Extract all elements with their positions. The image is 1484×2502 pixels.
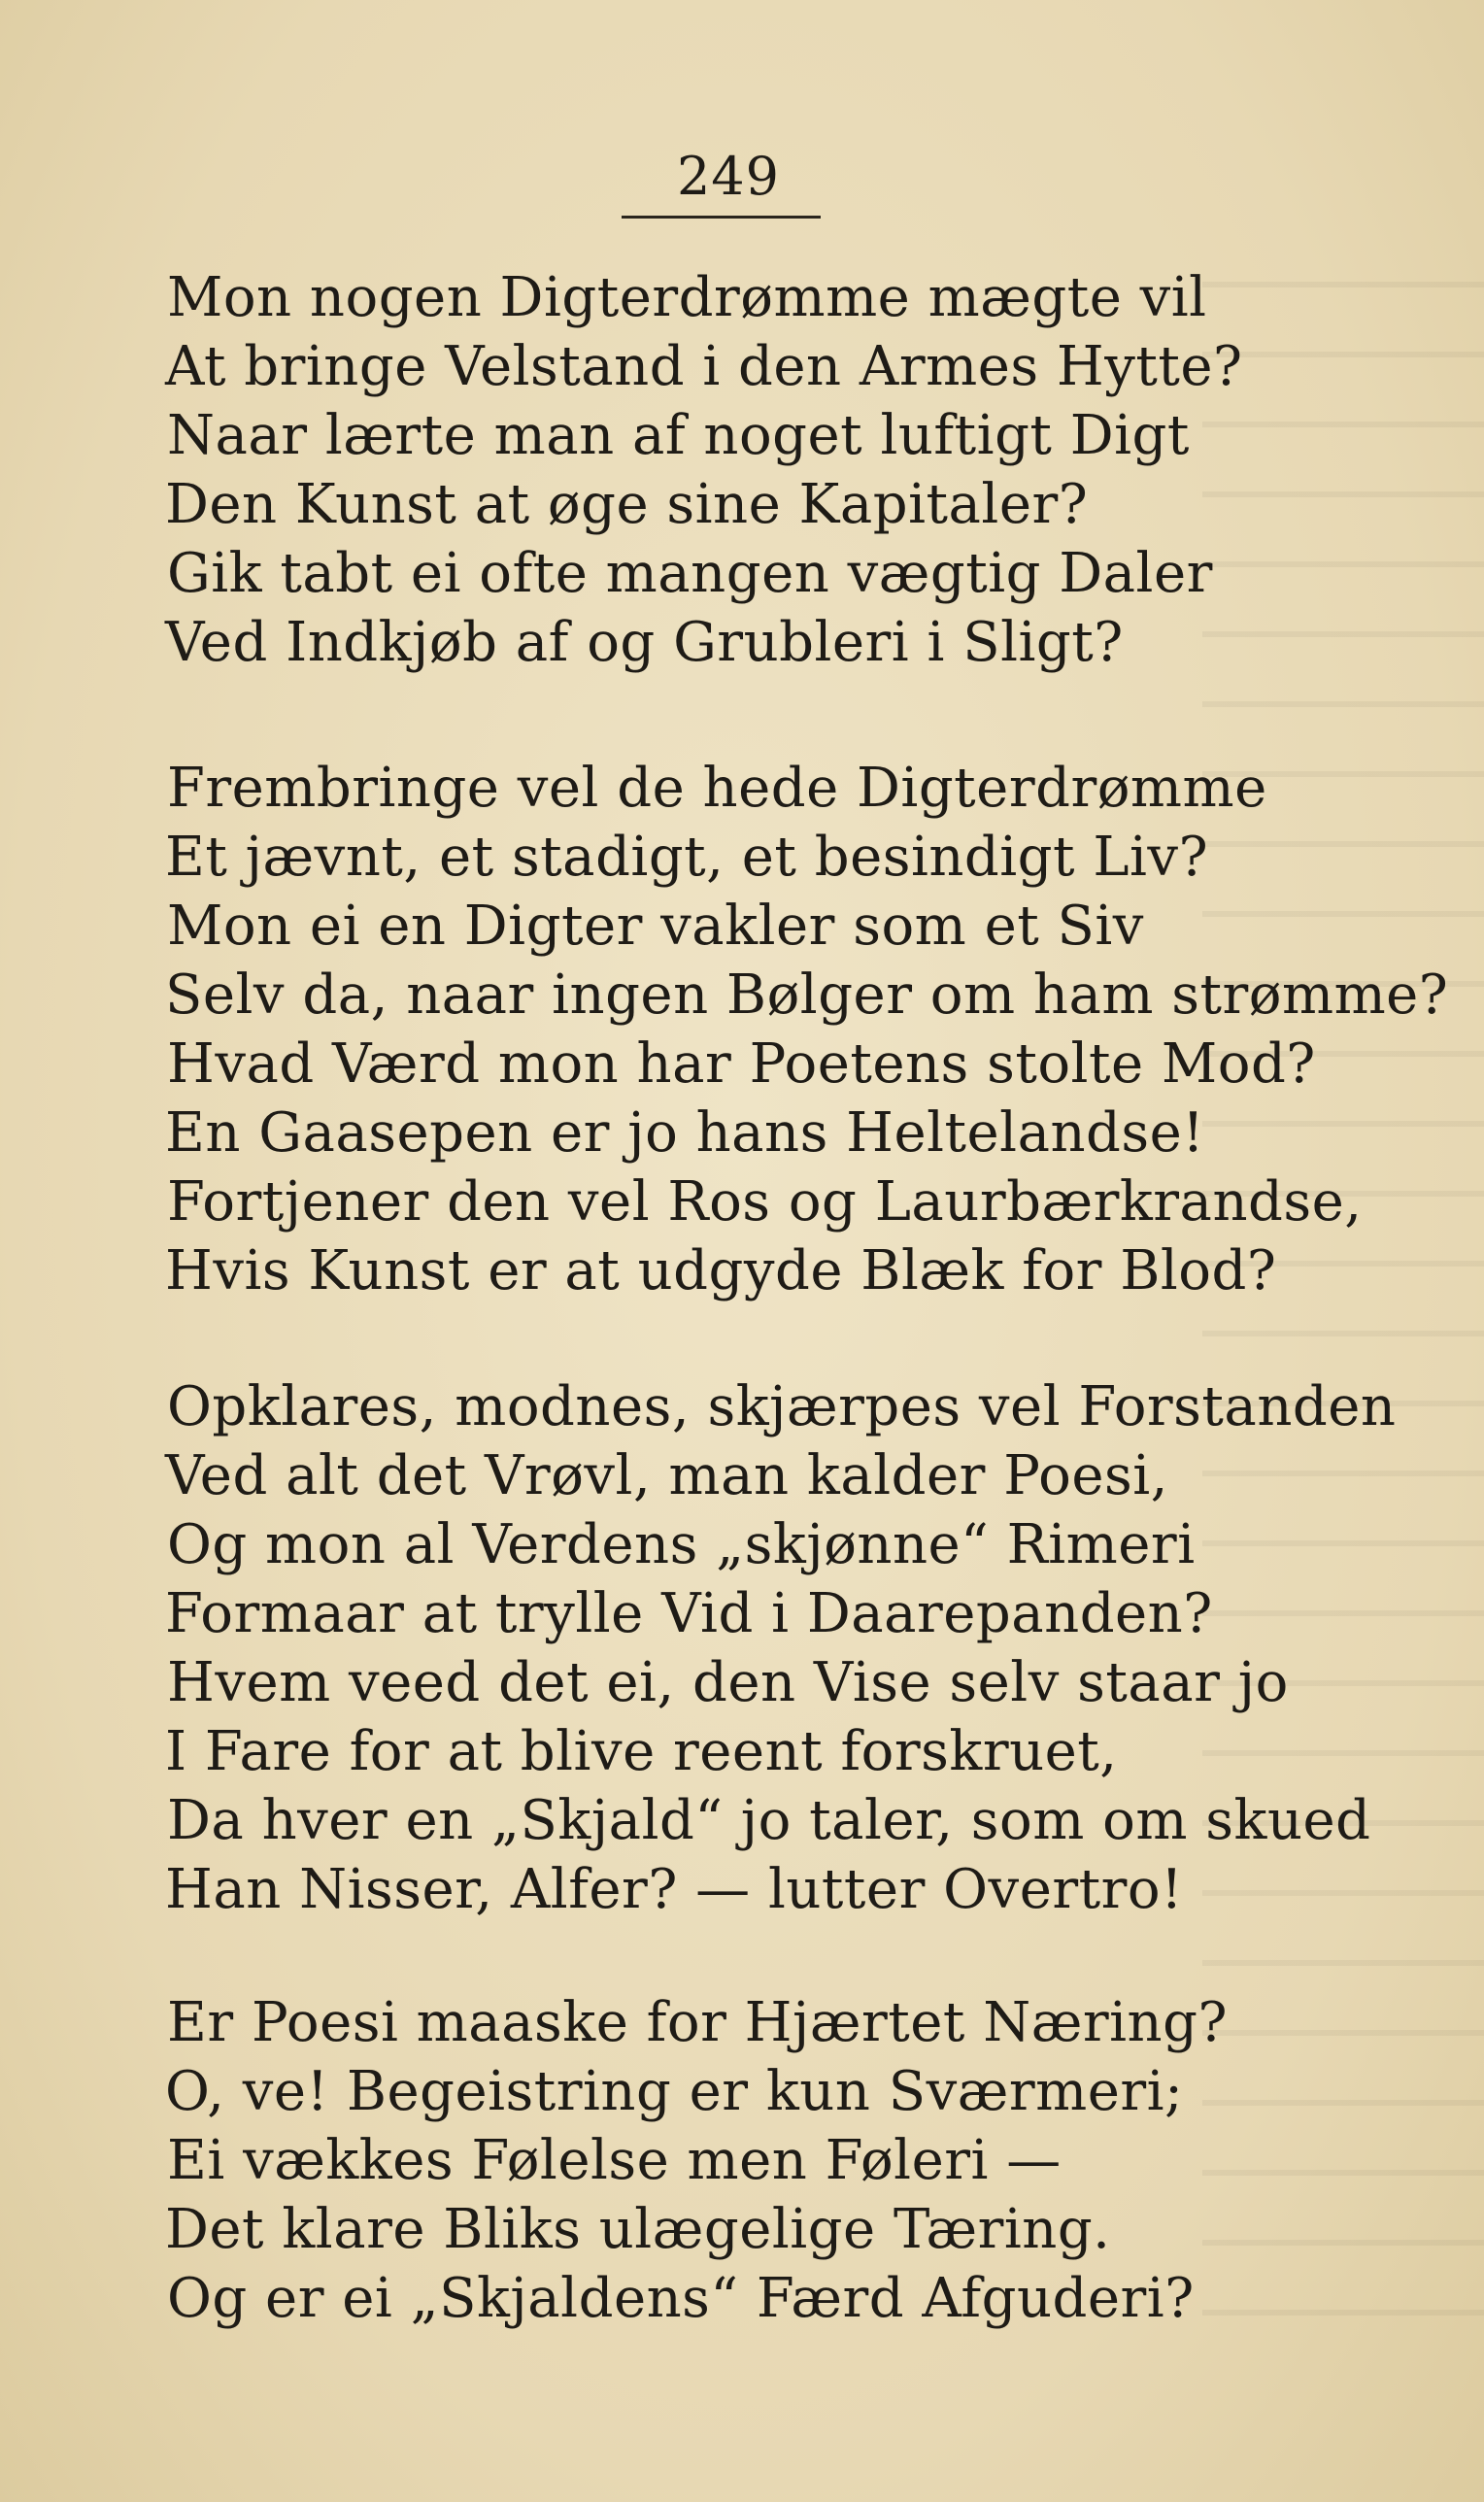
- verse-line: O, ve! Begeistring er kun Sværmeri;: [165, 2060, 1184, 2123]
- verse-line: Frembringe vel de hede Digterdrømme: [167, 757, 1267, 820]
- verse-line: Og er ei „Skjaldens“ Færd Afguderi?: [167, 2267, 1195, 2330]
- page-number: 249: [676, 146, 781, 207]
- stanza-1: [165, 263, 1243, 677]
- verse-line: Den Kunst at øge sine Kapitaler?: [165, 473, 1089, 536]
- verse-line: Er Poesi maaske for Hjærtet Næring?: [167, 1991, 1228, 2054]
- verse-line: Hvem veed det ei, den Vise selv staar jo: [167, 1651, 1289, 1714]
- verse-line: At bringe Velstand i den Armes Hytte?: [165, 335, 1243, 398]
- verse-line: Et jævnt, et stadigt, et besindigt Liv?: [165, 826, 1209, 889]
- bleed-through-texture: [1202, 243, 1484, 2380]
- verse-line: Ei vækkes Følelse men Føleri —: [167, 2129, 1062, 2192]
- verse-line: Hvad Værd mon har Poetens stolte Mod?: [167, 1032, 1316, 1096]
- verse-line: Hvis Kunst er at udgyde Blæk for Blod?: [165, 1239, 1277, 1302]
- stanza-4: [165, 1988, 1228, 2333]
- verse-line: Ved alt det Vrøvl, man kalder Poesi,: [165, 1444, 1168, 1507]
- verse-line: Det klare Bliks ulægelige Tæring.: [165, 2198, 1111, 2261]
- stanza-3: [165, 1372, 1396, 1924]
- verse-line: Opklares, modnes, skjærpes vel Forstanden: [167, 1375, 1397, 1438]
- verse-line: Mon nogen Digterdrømme mægte vil: [167, 266, 1207, 329]
- header-rule: [622, 216, 821, 219]
- verse-line: Selv da, naar ingen Bølger om ham strømme?: [165, 964, 1449, 1027]
- verse-line: I Fare for at blive reent forskruet,: [165, 1720, 1118, 1783]
- stanza-2: [165, 754, 1448, 1305]
- verse-line: Og mon al Verdens „skjønne“ Rimeri: [167, 1513, 1196, 1576]
- verse-line: Fortjener den vel Ros og Laurbærkrandse,: [167, 1170, 1363, 1234]
- verse-line: En Gaasepen er jo hans Heltelandse!: [165, 1101, 1205, 1165]
- verse-line: Ved Indkjøb af og Grubleri i Sligt?: [165, 611, 1124, 674]
- verse-line: Han Nisser, Alfer? — lutter Overtro!: [165, 1858, 1184, 1921]
- verse-line: Formaar at trylle Vid i Daarepanden?: [165, 1582, 1213, 1645]
- verse-line: Naar lærte man af noget luftigt Digt: [167, 404, 1190, 467]
- verse-line: Da hver en „Skjald“ jo taler, som om skued: [167, 1789, 1371, 1852]
- verse-line: Gik tabt ei ofte mangen vægtig Daler: [167, 542, 1213, 605]
- verse-line: Mon ei en Digter vakler som et Siv: [167, 895, 1144, 958]
